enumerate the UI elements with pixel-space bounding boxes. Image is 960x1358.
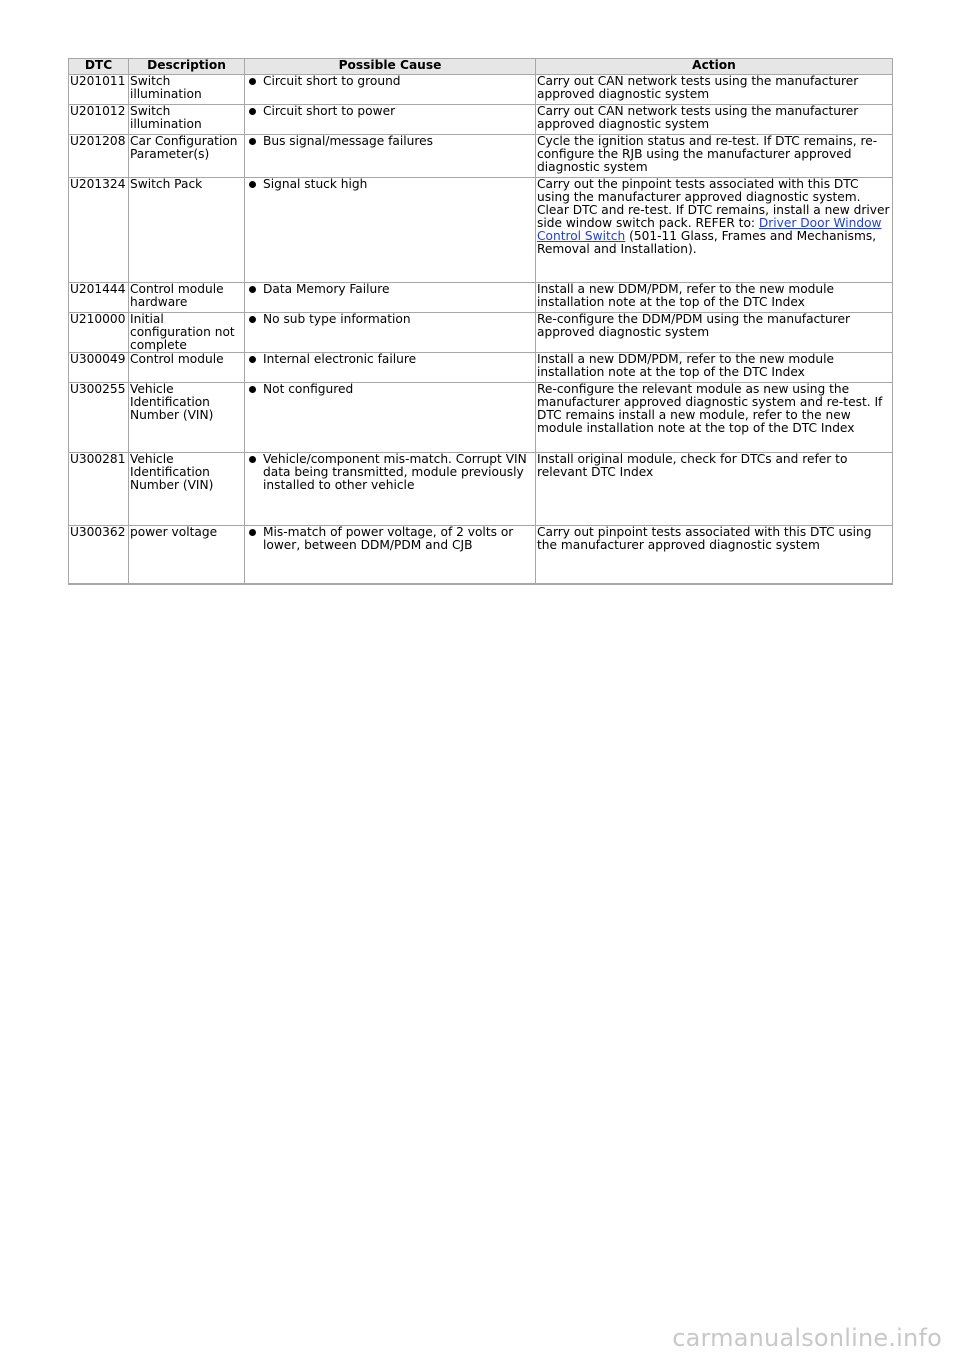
header-action: Action [536, 59, 893, 75]
cell-description: Initial configuration not complete [129, 313, 245, 353]
cause-text: Data Memory Failure [263, 282, 390, 296]
cell-dtc: U300362 [69, 526, 129, 584]
table-row [69, 283, 893, 313]
cell-action: Install a new DDM/PDM, refer to the new module installation note at the top of the DTC Index [536, 353, 893, 383]
cell-description: Switch illumination [129, 75, 245, 105]
cell-cause [245, 313, 536, 353]
cell-description: Car Configuration Parameter(s) [129, 135, 245, 178]
cell-cause [245, 178, 536, 283]
cause-text: Not configured [263, 382, 354, 396]
cell-action: Install original module, check for DTCs and refer to relevant DTC Index [536, 453, 893, 526]
cause-text: Circuit short to power [263, 104, 396, 118]
table-row [69, 353, 893, 383]
cause-text: Signal stuck high [263, 177, 368, 191]
table-header-row [69, 59, 893, 75]
bullet-icon [249, 181, 256, 188]
header-description: Description [129, 59, 245, 75]
cell-action [536, 178, 893, 283]
bullet-icon [249, 78, 256, 85]
cell-action: Carry out CAN network tests using the manufacturer approved diagnostic system [536, 105, 893, 135]
cause-text: Internal electronic failure [263, 352, 417, 366]
bullet-icon [249, 138, 256, 145]
cell-description: Control module [129, 353, 245, 383]
cell-dtc: U300255 [69, 383, 129, 453]
cell-action: Re-configure the relevant module as new using the manufacturer approved diagnostic system and re-test. If DTC remains install a new module, refer to the new module installation note at the top of the DTC Index [536, 383, 893, 453]
table-row [69, 178, 893, 283]
cause-text: Circuit short to ground [263, 74, 401, 88]
table-row [69, 383, 893, 453]
table-row [69, 105, 893, 135]
table-row [69, 453, 893, 526]
cell-action: Carry out pinpoint tests associated with this DTC using the manufacturer approved diagnostic system [536, 526, 893, 584]
driver-door-window-control-switch-link[interactable]: Driver Door Window Control Switch [537, 216, 882, 243]
cell-cause [245, 353, 536, 383]
bullet-icon [249, 356, 256, 363]
header-possible-cause: Possible Cause [245, 59, 536, 75]
bullet-icon [249, 456, 256, 463]
watermark: carmanualsonline.info [672, 1324, 942, 1352]
cell-cause [245, 75, 536, 105]
cell-description: power voltage [129, 526, 245, 584]
cell-action: Carry out CAN network tests using the manufacturer approved diagnostic system [536, 75, 893, 105]
cause-text: Bus signal/message failures [263, 134, 433, 148]
cell-cause [245, 135, 536, 178]
cell-description: Vehicle Identification Number (VIN) [129, 453, 245, 526]
cell-action: Re-configure the DDM/PDM using the manufacturer approved diagnostic system [536, 313, 893, 353]
table-row [69, 75, 893, 105]
cell-cause [245, 283, 536, 313]
bullet-icon [249, 108, 256, 115]
cell-dtc: U201012 [69, 105, 129, 135]
cell-dtc: U300281 [69, 453, 129, 526]
cell-dtc: U201011 [69, 75, 129, 105]
cause-text: No sub type information [263, 312, 411, 326]
cell-dtc: U201444 [69, 283, 129, 313]
cell-dtc: U201208 [69, 135, 129, 178]
cell-cause [245, 453, 536, 526]
cell-action: Install a new DDM/PDM, refer to the new module installation note at the top of the DTC Index [536, 283, 893, 313]
cell-cause [245, 526, 536, 584]
bullet-icon [249, 316, 256, 323]
table-row [69, 526, 893, 584]
cell-description: Switch illumination [129, 105, 245, 135]
bullet-icon [249, 386, 256, 393]
header-dtc: DTC [69, 59, 129, 75]
action-text: Carry out the pinpoint tests associated with this DTC using the manufacturer approved diagnostic system. Clear DTC and re-test. If DTC remains, install a new driver side window switch pack. REFER to: [537, 177, 890, 230]
bullet-icon [249, 529, 256, 536]
cause-text: Mis-match of power voltage, of 2 volts or lower, between DDM/PDM and CJB [263, 525, 514, 552]
table-row [69, 135, 893, 178]
cell-cause [245, 383, 536, 453]
cell-cause [245, 105, 536, 135]
cell-description: Switch Pack [129, 178, 245, 283]
cause-text: Vehicle/component mis-match. Corrupt VIN data being transmitted, module previously installed to other vehicle [263, 452, 527, 492]
cell-dtc: U201324 [69, 178, 129, 283]
bullet-icon [249, 286, 256, 293]
table-row [69, 313, 893, 353]
cell-description: Vehicle Identification Number (VIN) [129, 383, 245, 453]
cell-action: Cycle the ignition status and re-test. If DTC remains, re-configure the RJB using the manufacturer approved diagnostic system [536, 135, 893, 178]
dtc-table [68, 58, 893, 585]
cell-dtc: U210000 [69, 313, 129, 353]
cell-description: Control module hardware [129, 283, 245, 313]
action-text: (501-11 Glass, Frames and Mechanisms, Removal and Installation). [537, 229, 877, 256]
cell-dtc: U300049 [69, 353, 129, 383]
